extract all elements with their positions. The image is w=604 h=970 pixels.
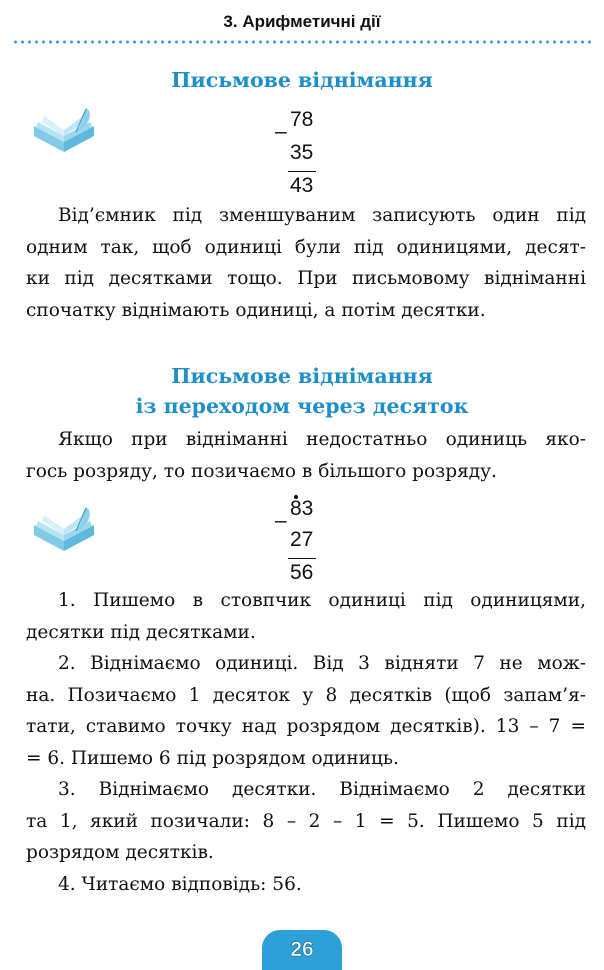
step-line: тати, ставимо точку над розрядом десятків). 13 – 7 = bbox=[26, 716, 586, 737]
page-number: 26 bbox=[262, 930, 342, 970]
minuend: 78 bbox=[290, 108, 314, 131]
result-line bbox=[288, 171, 316, 172]
step-line: 4. Читаємо відповідь: 56. bbox=[58, 873, 302, 895]
step-line: = 6. Пишемо 6 під розрядом одиниць. bbox=[26, 747, 399, 769]
text-line: Якщо при відніманні недостатньо одиниць яко- bbox=[58, 429, 586, 450]
subtraction-example-2 bbox=[272, 497, 342, 592]
minus-sign: – bbox=[275, 120, 287, 143]
text-line: ки під десятками тощо. При письмовому відніманні bbox=[26, 268, 586, 289]
open-book-icon bbox=[30, 505, 100, 555]
result-line bbox=[288, 558, 316, 559]
step-line: десятки під десятками. bbox=[26, 621, 256, 643]
steps-list bbox=[26, 585, 586, 900]
text-line: гось розряду, то позичаємо в більшого розряду. bbox=[26, 460, 497, 482]
step-line: розрядом десятків. bbox=[26, 842, 214, 863]
minus-sign: – bbox=[275, 509, 287, 532]
step-line: 3. Віднімаємо десятки. Віднімаємо 2 десятки bbox=[58, 779, 586, 800]
step-line: 1. Пишемо в стовпчик одиниці під одиницями, bbox=[58, 590, 586, 611]
section2-intro bbox=[26, 424, 586, 487]
section1-paragraph bbox=[26, 200, 586, 326]
section-heading-1: Письмове віднімання bbox=[171, 68, 433, 92]
result: 43 bbox=[290, 174, 314, 197]
section-heading-2-line1: Письмове віднімання bbox=[171, 364, 433, 388]
subtrahend: 35 bbox=[290, 141, 314, 164]
step-line: та 1, який позичали: 8 – 2 – 1 = 5. Пишемо 5 під bbox=[26, 810, 586, 832]
dotted-divider bbox=[12, 40, 592, 44]
section-heading-2-line2: із переходом через десяток bbox=[135, 394, 469, 418]
text-line: одним так, щоб одиниці були під одиницями, десят- bbox=[26, 236, 586, 258]
subtrahend: 27 bbox=[290, 528, 314, 551]
chapter-title: 3. Арифметичні дії bbox=[223, 12, 381, 31]
open-book-icon bbox=[30, 106, 100, 156]
subtraction-example-1 bbox=[272, 108, 342, 203]
step-line: на. Позичаємо 1 десяток у 8 десятків (щоб запам’я- bbox=[26, 684, 586, 706]
minuend: 83 bbox=[290, 497, 314, 520]
text-line: Від’ємник під зменшуваним записують один під bbox=[58, 205, 586, 226]
step-line: 2. Віднімаємо одиниці. Від 3 відняти 7 не мож- bbox=[58, 653, 586, 674]
text-line: спочатку віднімають одиниці, а потім десятки. bbox=[26, 299, 486, 321]
result: 56 bbox=[290, 561, 314, 584]
